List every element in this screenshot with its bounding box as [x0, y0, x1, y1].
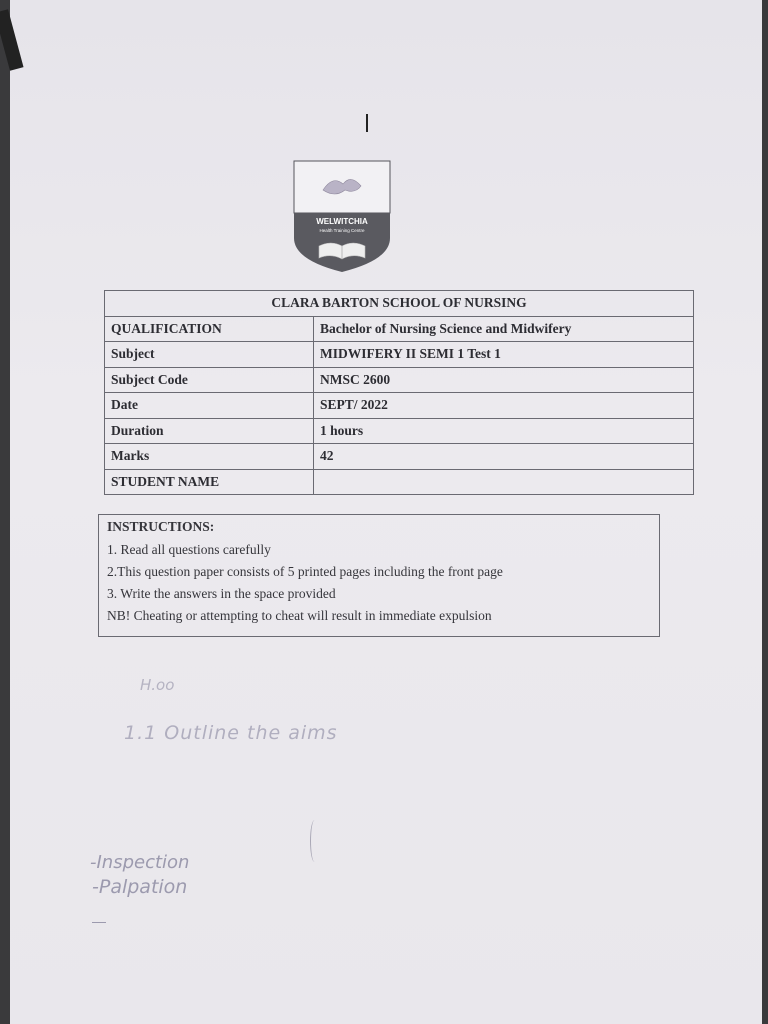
handwritten-answer: -Palpation: [92, 876, 188, 898]
instruction-item: 1. Read all questions carefully: [107, 542, 271, 557]
table-row: [105, 342, 694, 368]
qualification-label: QUALIFICATION: [105, 316, 314, 342]
pencil-stroke: [310, 820, 319, 862]
subject-label: Subject: [105, 342, 314, 368]
duration-label: Duration: [105, 418, 314, 444]
exam-cover-page: [10, 0, 762, 1024]
marks-value: 42: [314, 444, 694, 470]
handwritten-note: H.oo: [140, 676, 175, 694]
logo-subtitle: Health Training Centre: [319, 228, 365, 233]
table-row: [105, 316, 694, 342]
instruction-item: NB! Cheating or attempting to cheat will result in immediate expulsion: [107, 608, 492, 623]
duration-value: 1 hours: [314, 418, 694, 444]
table-row: [105, 469, 694, 495]
welwitchia-crest-logo: [293, 160, 391, 274]
student-name-label: STUDENT NAME: [105, 469, 314, 495]
instruction-item: 2.This question paper consists of 5 printed pages including the front page: [107, 564, 503, 579]
handwritten-answer: -Inspection: [90, 852, 190, 873]
subject-value: MIDWIFERY II SEMI 1 Test 1: [314, 342, 694, 368]
table-row: [105, 393, 694, 419]
handwritten-question: 1.1 Outline the aims: [124, 722, 338, 744]
school-name: CLARA BARTON SCHOOL OF NURSING: [105, 291, 694, 317]
instruction-item: 3. Write the answers in the space provided: [107, 586, 336, 601]
table-row: [105, 444, 694, 470]
exam-details-table: [104, 290, 694, 495]
table-row: [105, 367, 694, 393]
qualification-value: Bachelor of Nursing Science and Midwifery: [314, 316, 694, 342]
marks-label: Marks: [105, 444, 314, 470]
student-name-field[interactable]: [314, 469, 694, 495]
table-row: [105, 418, 694, 444]
subject-code-label: Subject Code: [105, 367, 314, 393]
subject-code-value: NMSC 2600: [314, 367, 694, 393]
page-edge-shadow: [0, 9, 24, 71]
date-value: SEPT/ 2022: [314, 393, 694, 419]
instructions-box: [98, 514, 660, 637]
instructions-title: INSTRUCTIONS:: [107, 519, 215, 534]
handwritten-dash: [92, 922, 106, 923]
pen-mark: [366, 114, 368, 132]
logo-name: WELWITCHIA: [316, 217, 368, 226]
date-label: Date: [105, 393, 314, 419]
